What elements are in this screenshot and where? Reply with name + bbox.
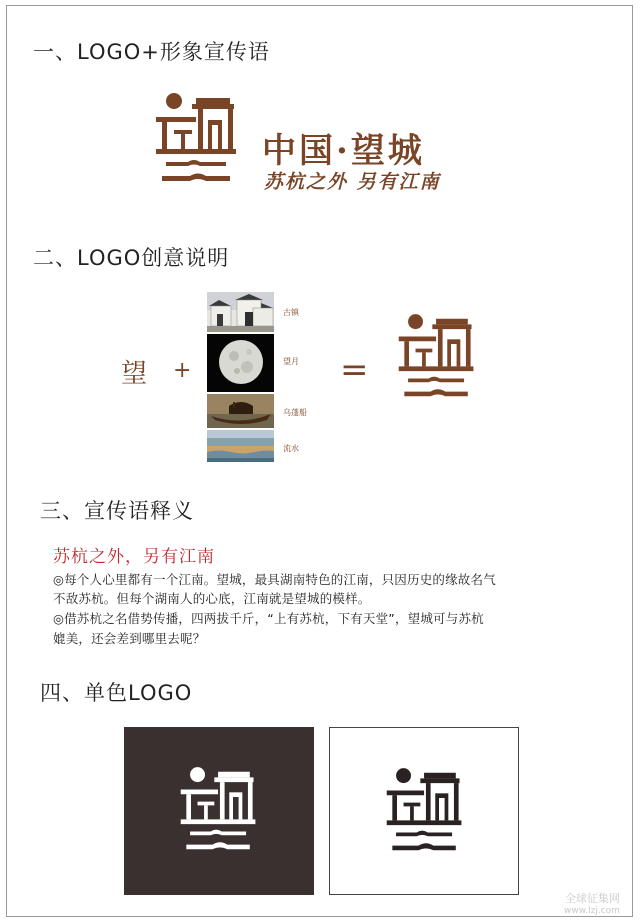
wangcheng-logo-icon (152, 92, 242, 188)
wangcheng-logo-white-icon (177, 765, 261, 857)
brand-slogan: 苏杭之外 另有江南 (264, 171, 441, 193)
interpretation-line-2: 不敌苏杭。但每个湖南人的心底，江南就是望城的模样。 (53, 591, 371, 606)
element-label-water: 流水 (283, 444, 299, 453)
watermark-title: 全球征集网 (564, 892, 620, 905)
section-heading-1: 一、LOGO+形象宣传语 (33, 40, 270, 64)
brand-name: 中国·望城 (262, 131, 425, 171)
watermark (564, 892, 620, 918)
wangcheng-logo-black-icon (383, 766, 467, 858)
watermark-url: www.lzj.com (564, 906, 620, 916)
equals-sign: = (340, 350, 369, 390)
interpretation-line-3: ◎借苏杭之名借势传播，四两拔千斤，“上有苏杭，下有天堂”，望城可与苏杭 (53, 611, 484, 626)
section-heading-3: 三、宣传语释义 (40, 499, 194, 523)
flowing-water-photo (207, 430, 274, 462)
wang-character: 望 (121, 359, 148, 389)
mono-logo-dark-panel (124, 727, 314, 895)
mono-logo-light-panel (329, 727, 519, 895)
section-heading-4: 四、单色LOGO (40, 681, 193, 705)
section-heading-2: 二、LOGO创意说明 (33, 246, 230, 270)
element-label-boat: 乌蓬船 (283, 408, 307, 417)
boat-photo (207, 394, 274, 428)
interpretation-line-4: 媲美，还会差到哪里去呢？ (53, 631, 206, 646)
wangcheng-logo-icon (395, 312, 479, 404)
element-label-moon: 望月 (283, 357, 299, 366)
interpretation-line-1: ◎每个人心里都有一个江南。望城，最具湖南特色的江南，只因历史的缘故名气 (53, 572, 496, 587)
plus-sign: + (173, 358, 192, 383)
ancient-town-photo (207, 292, 274, 332)
moon-photo (207, 334, 274, 392)
element-label-ancient-town: 古镇 (283, 308, 299, 317)
interpretation-slogan: 苏杭之外，另有江南 (53, 547, 215, 567)
